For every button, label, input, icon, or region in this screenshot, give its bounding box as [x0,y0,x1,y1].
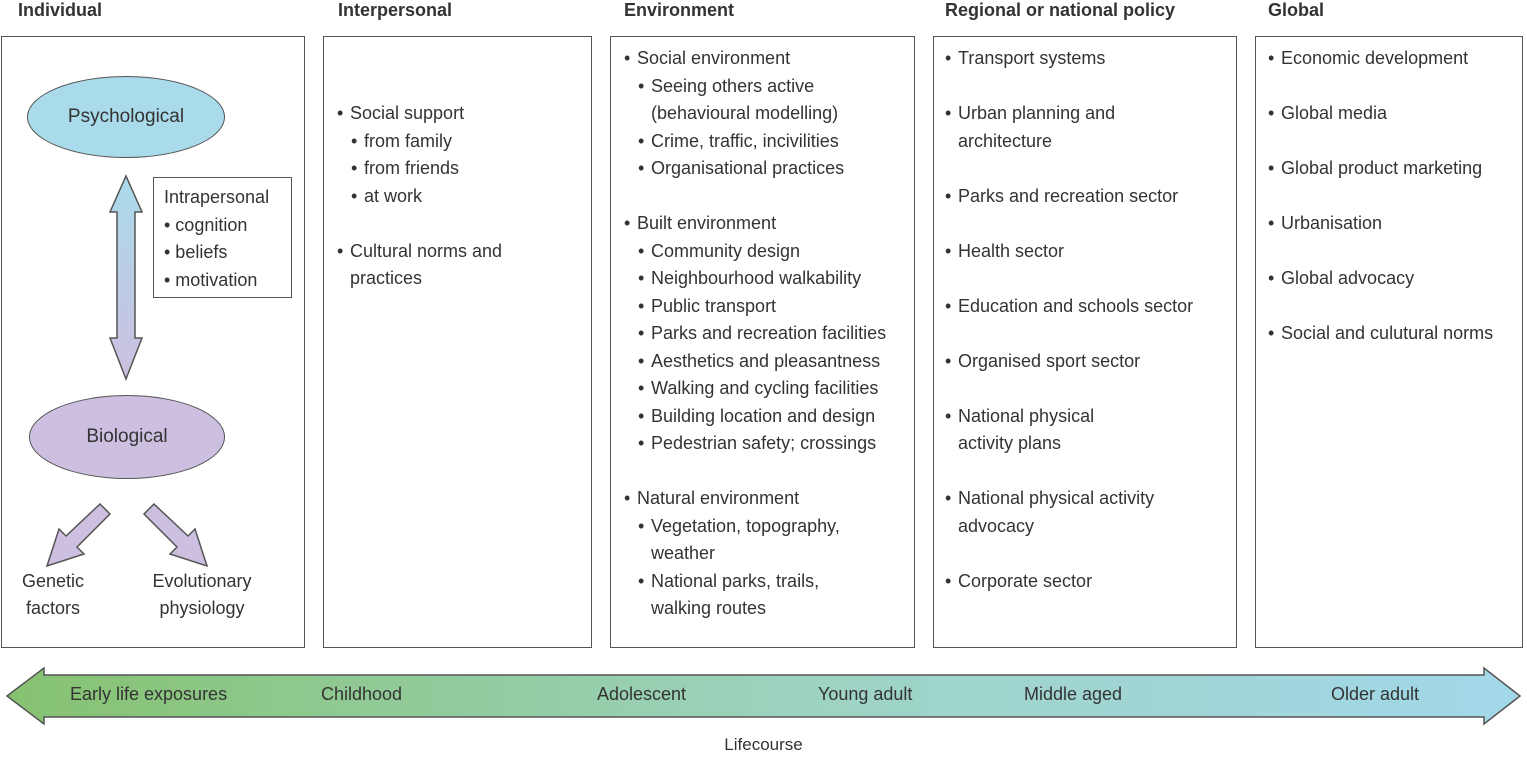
list-item: • Transport systems [945,45,1233,73]
psychological-ellipse [27,76,225,158]
stage-adolescent: Adolescent [597,684,687,704]
list-item: • from family [337,128,587,156]
list-item: • Social and culutural norms [1268,320,1522,348]
list-item: • Built environment [624,210,912,238]
evolutionary-physiology-label [138,568,266,622]
intrapersonal-item: • motivation [164,269,258,290]
header-environment: Environment [624,0,735,20]
list-item-continued: practices [350,268,423,288]
list-item: • Health sector [945,238,1233,266]
list-item-continued: advocacy [958,515,1035,536]
policy-list [945,45,1233,595]
list-item: • Vegetation, topography, [624,513,912,541]
list-item: • Natural environment [624,485,912,513]
genetic-line: factors [25,598,81,618]
list-item-continued: walking routes [651,598,767,618]
intrapersonal-title: Intrapersonal [164,187,270,207]
lifecourse-label: Lifecourse [724,735,803,754]
list-item: • National physical [945,403,1233,431]
stage-older-adult: Older adult [1331,684,1420,704]
header-interpersonal: Interpersonal [338,0,453,20]
stage-early-life: Early life exposures [70,684,228,704]
list-item: • Walking and cycling facilities [624,375,912,403]
list-item: • from friends [337,155,587,183]
lifecourse-arrow-icon [7,668,1520,724]
list-item: • Urban planning and [945,100,1233,128]
list-item-continued: (behavioural modelling) [651,103,839,123]
list-item: • Parks and recreation sector [945,183,1233,211]
stage-middle-aged: Middle aged [1024,684,1123,704]
genetic-factors-label [8,568,98,622]
evolutionary-line: physiology [159,598,245,618]
list-item: • Corporate sector [945,568,1233,596]
list-item: • Aesthetics and pleasantness [624,348,912,376]
list-item-continued: weather [651,543,716,563]
psychological-label: Psychological [67,106,185,127]
list-item-continued: activity plans [958,433,1062,453]
list-item: • Global advocacy [1268,265,1522,293]
list-item: • Social support [337,100,587,128]
list-item: • Seeing others active [624,73,912,101]
header-global: Global [1268,0,1325,20]
list-item: • Neighbourhood walkability [624,265,912,293]
header-policy: Regional or national policy [945,0,1176,20]
list-item: • Pedestrian safety; crossings [624,430,912,458]
list-item: • National parks, trails, [624,568,912,596]
list-item: • Economic development [1268,45,1522,73]
list-item: • Urbanisation [1268,210,1522,238]
list-item: • at work [337,183,587,211]
list-item: • Building location and design [624,403,912,431]
list-item: • Global media [1268,100,1522,128]
arrow-to-evolutionary-icon [144,504,207,566]
list-item: • Global product marketing [1268,155,1522,183]
biological-label: Biological [86,426,168,447]
intrapersonal-box [153,177,292,298]
list-item: • National physical activity [945,485,1233,513]
list-item: • Public transport [624,293,912,321]
list-item: • Education and schools sector [945,293,1233,321]
header-individual: Individual [18,0,103,20]
list-item: • Community design [624,238,912,266]
intrapersonal-item: • beliefs [164,242,228,262]
double-arrow-icon [110,176,142,379]
list-item: • Organised sport sector [945,348,1233,376]
intrapersonal-item: • cognition [164,214,248,235]
environment-list [624,45,912,623]
biological-ellipse [29,395,225,479]
global-list [1268,45,1522,348]
list-item: • Cultural norms and [337,238,587,266]
list-item-continued: architecture [958,130,1053,151]
list-item: • Crime, traffic, incivilities [624,128,912,156]
list-item: • Social environment [624,45,912,73]
evolutionary-line: Evolutionary [152,571,252,591]
interpersonal-list [337,100,587,293]
stage-young-adult: Young adult [818,684,913,704]
arrow-to-genetic-icon [47,504,110,566]
genetic-line: Genetic [21,571,85,591]
list-item: • Organisational practices [624,155,912,183]
list-item: • Parks and recreation facilities [624,320,912,348]
stage-childhood: Childhood [321,684,403,704]
